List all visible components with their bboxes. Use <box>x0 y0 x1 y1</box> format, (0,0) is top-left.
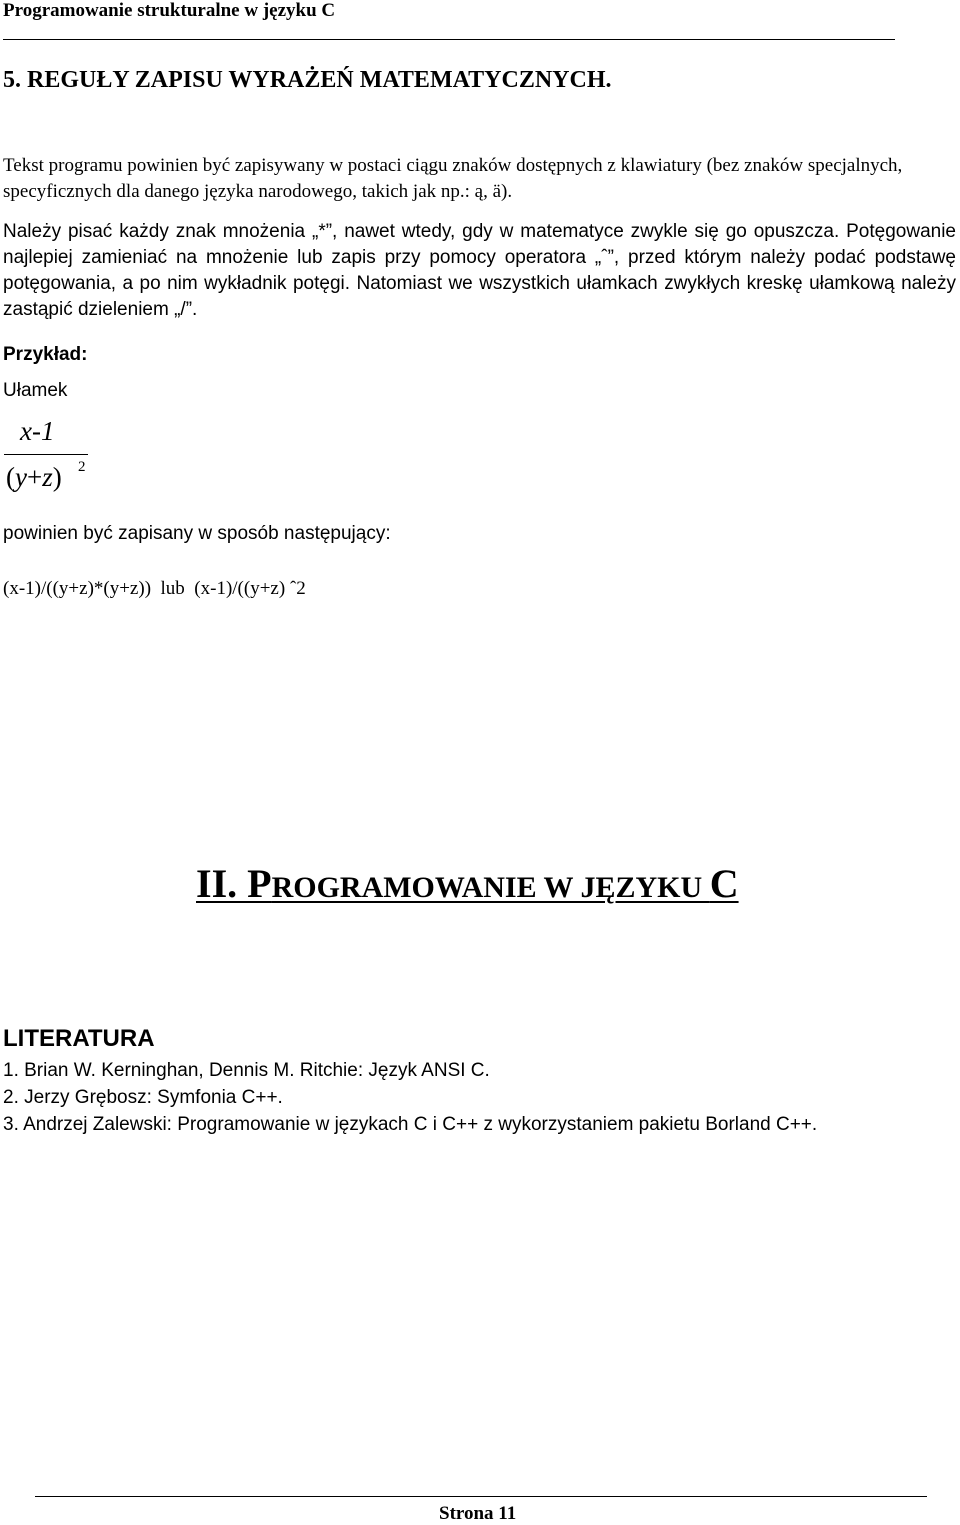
literature-item: 2. Jerzy Grębosz: Symfonia C++. <box>3 1087 283 1108</box>
literature-item: 3. Andrzej Zalewski: Programowanie w językach C i C++ z wykorzystaniem pakietu Borland C++. <box>3 1114 818 1135</box>
literature-item: 1. Brian W. Kerninghan, Dennis M. Ritchie: Język ANSI C. <box>3 1060 490 1081</box>
formula-exponent: 2 <box>78 459 86 475</box>
paragraph-rules: Należy pisać każdy znak mnożenia „*”, nawet wtedy, gdy w matematyce zwykle się go opuszcza. Potęgowanie najlepiej zamieniać na mnożenie lub zapis przy pomocy operatora „ˆ”, przed którym należy podać podstawę potęgowania, a po nim wykładnik potęgi. Natomiast we wszystkich ułamkach zwykłych kreskę ułamkową należy zastąpić dzieleniem „/”. <box>3 221 956 320</box>
fraction-label: Ułamek <box>3 380 68 401</box>
running-header: Programowanie strukturalne w języku C <box>3 0 336 21</box>
fraction-formula <box>0 412 120 504</box>
header-rule <box>3 39 895 40</box>
code-example: (x-1)/((y+z)*(y+z)) lub (x-1)/((y+z) ˆ2 <box>3 578 306 599</box>
method-text: powinien być zapisany w sposób następujący: <box>3 523 391 544</box>
example-label: Przykład: <box>3 344 88 365</box>
formula-denominator: (y+z) <box>6 462 62 492</box>
footer-rule <box>35 1496 927 1497</box>
page-number: Strona 11 <box>439 1503 517 1524</box>
fraction-bar <box>4 454 88 455</box>
paragraph-intro: Tekst programu powinien być zapisywany w postaci ciągu znaków dostępnych z klawiatury (bez znaków specjalnych, specyficznych dla danego języka narodowego, takich jak np.: ą, ä). <box>3 155 903 202</box>
section-title: 5. REGUŁY ZAPISU WYRAŻEŃ MATEMATYCZNYCH. <box>3 67 612 93</box>
literature-list <box>3 1057 817 1138</box>
formula-numerator: x-1 <box>20 416 55 446</box>
chapter-title: II. PROGRAMOWANIE W JĘZYKU C <box>196 861 739 906</box>
literature-title: LITERATURA <box>3 1025 155 1052</box>
